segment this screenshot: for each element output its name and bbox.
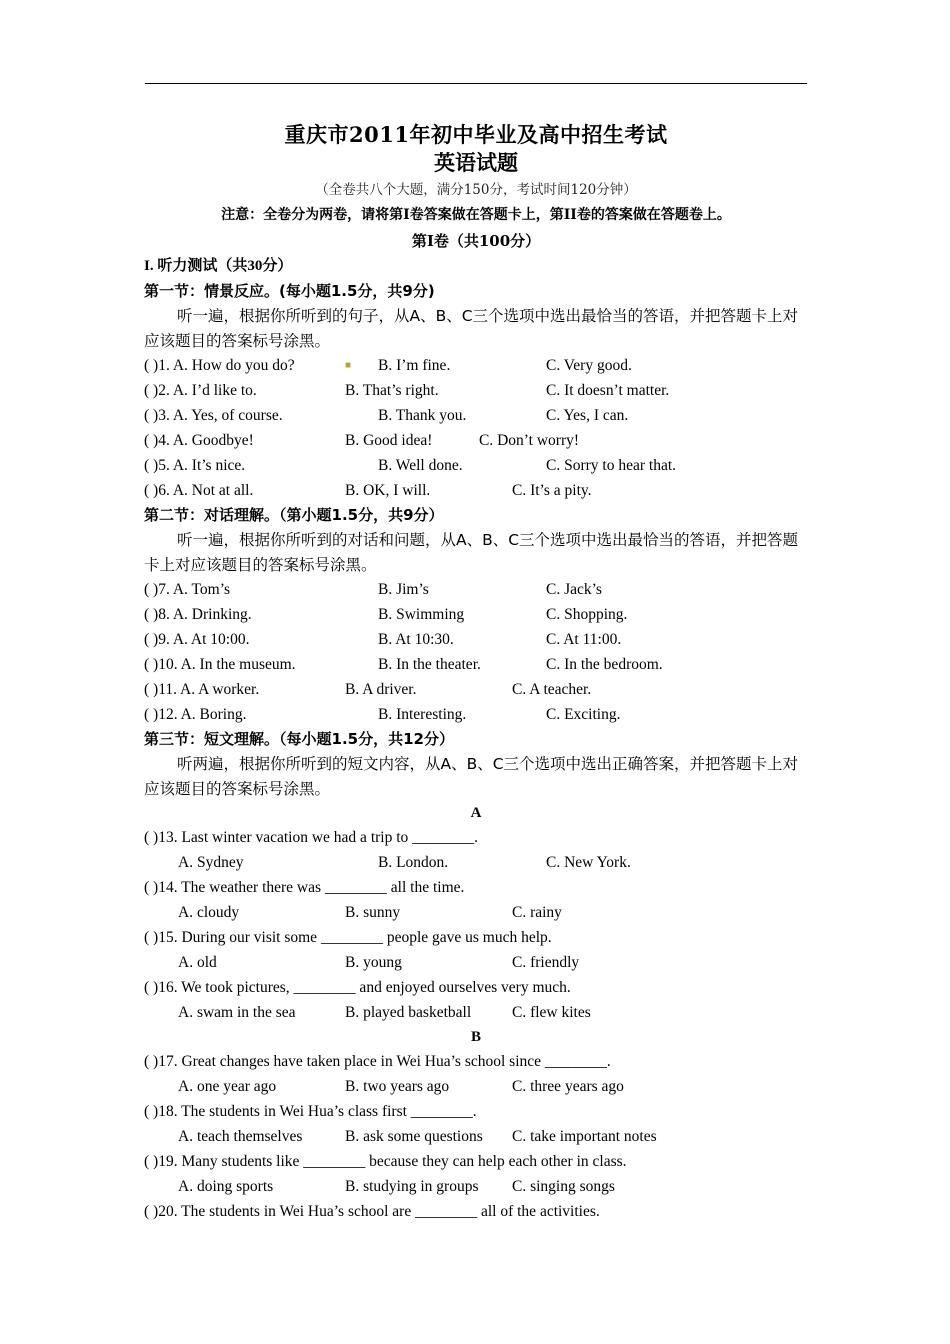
passage-b-label: B <box>470 1029 481 1045</box>
exam-subject: 英语试题 <box>434 150 518 175</box>
question-10 <box>144 652 808 677</box>
question-stem: ( )10. A. In the museum. <box>144 656 296 673</box>
top-rule <box>145 83 807 84</box>
exam-notice: 注意：全卷分为两卷，请将第I卷答案做在答题卡上，第II卷的答案做在答题卷上。 <box>221 207 731 223</box>
question-stem: ( )5. A. It’s nice. <box>144 457 246 474</box>
option-b: B. In the theater. <box>378 656 481 673</box>
option-b: B. At 10:30. <box>378 631 454 648</box>
question-13-options: A. Sydney B. London. C. New York. <box>178 854 631 871</box>
question-13: ( )13. Last winter vacation we had a trip to ________. <box>144 829 479 846</box>
option-b: B. Thank you. <box>378 407 467 424</box>
option-c: C. Shopping. <box>546 606 628 623</box>
option-b: B. Interesting. <box>378 706 467 723</box>
option-c: C. A teacher. <box>512 681 592 698</box>
question-stem: ( )9. A. At 10:00. <box>144 631 250 648</box>
question-stem: ( )12. A. Boring. <box>144 706 247 723</box>
sec1-question-list <box>144 353 808 503</box>
exam-info: （全卷共八个大题，满分150分，考试时间120分钟） <box>315 182 637 198</box>
question-stem: ( )4. A. Goodbye! <box>144 432 254 449</box>
question-3 <box>144 403 808 428</box>
section-listening-heading: I. 听力测试（共30分） <box>144 258 293 274</box>
question-stem: ( )6. A. Not at all. <box>144 482 254 499</box>
question-14: ( )14. The weather there was ________ all the time. <box>144 879 465 896</box>
question-8 <box>144 602 808 627</box>
question-20: ( )20. The students in Wei Hua’s school are ________ all of the activities. <box>144 1203 600 1220</box>
sec1-heading: 第一节：情景反应。(每小题1.5分，共9分) <box>144 282 435 300</box>
option-b: B. Swimming <box>378 606 465 623</box>
question-stem: ( )11. A. A worker. <box>144 681 260 698</box>
question-7 <box>144 577 808 602</box>
question-17-options: A. one year ago B. two years ago C. three years ago <box>178 1078 624 1095</box>
question-4 <box>144 428 808 453</box>
sec2-heading: 第二节：对话理解。（第小题1.5分，共9分） <box>144 506 444 524</box>
option-b: B. Jim’s <box>378 581 429 598</box>
question-1 <box>144 353 808 378</box>
question-2 <box>144 378 808 403</box>
question-14-options: A. cloudy B. sunny C. rainy <box>178 904 562 921</box>
question-18-options: A. teach themselves B. ask some questions C. take important notes <box>178 1128 657 1145</box>
option-b: B. That’s right. <box>345 382 439 399</box>
question-16-options: A. swam in the sea B. played basketball C. flew kites <box>178 1004 591 1021</box>
question-18: ( )18. The students in Wei Hua’s class first ________. <box>144 1103 477 1120</box>
option-c: C. Yes, I can. <box>546 407 629 424</box>
question-19: ( )19. Many students like ________ because they can help each other in class. <box>144 1153 627 1170</box>
question-stem: ( )7. A. Tom’s <box>144 581 231 598</box>
option-b: B. A driver. <box>345 681 417 698</box>
option-c: C. In the bedroom. <box>546 656 663 673</box>
stray-mark-icon: ■ <box>345 360 352 371</box>
option-c: C. At 11:00. <box>546 631 622 648</box>
question-6 <box>144 478 808 503</box>
question-stem: ( )8. A. Drinking. <box>144 606 252 623</box>
exam-page <box>144 120 808 1224</box>
sec3-heading: 第三节：短文理解。（每小题1.5分，共12分） <box>144 730 454 748</box>
question-15-options: A. old B. young C. friendly <box>178 954 580 971</box>
exam-title: 重庆市2011年初中毕业及高中招生考试 <box>284 122 668 147</box>
question-stem: ( )2. A. I’d like to. <box>144 382 257 399</box>
question-11 <box>144 677 808 702</box>
passage-a-label: A <box>470 805 482 821</box>
question-5 <box>144 453 808 478</box>
option-b: B. I’m fine. <box>378 357 451 374</box>
part-1-title: 第I卷（共100分） <box>411 232 541 250</box>
option-c: C. Jack’s <box>546 581 602 598</box>
question-stem: ( )1. A. How do you do? <box>144 357 295 374</box>
option-c: C. It doesn’t matter. <box>546 382 670 399</box>
sec3-instruction: 听两遍，根据你所听到的短文内容，从A、B、C三个选项中选出正确答案，并把答题卡上对应该题目的答案标号涂黑。 <box>144 755 799 798</box>
option-c: C. Very good. <box>546 357 632 374</box>
question-12 <box>144 702 808 727</box>
sec2-question-list <box>144 577 808 727</box>
option-b: B. Well done. <box>378 457 463 474</box>
option-c: C. Exciting. <box>546 706 621 723</box>
question-17: ( )17. Great changes have taken place in Wei Hua’s school since ________. <box>144 1053 611 1070</box>
option-b: B. OK, I will. <box>345 482 431 499</box>
sec2-instruction: 听一遍，根据你所听到的对话和问题，从A、B、C三个选项中选出最恰当的答语，并把答题卡上对应该题目的答案标号涂黑。 <box>144 531 799 574</box>
question-9 <box>144 627 808 652</box>
option-c: C. It’s a pity. <box>512 482 592 499</box>
question-16: ( )16. We took pictures, ________ and enjoyed ourselves very much. <box>144 979 571 996</box>
question-15: ( )15. During our visit some ________ people gave us much help. <box>144 929 552 946</box>
option-c: C. Don’t worry! <box>479 432 580 449</box>
question-stem: ( )3. A. Yes, of course. <box>144 407 283 424</box>
question-19-options: A. doing sports B. studying in groups C. singing songs <box>178 1178 615 1195</box>
option-c: C. Sorry to hear that. <box>546 457 677 474</box>
option-b: B. Good idea! <box>345 432 433 449</box>
sec1-instruction: 听一遍，根据你所听到的句子，从A、B、C三个选项中选出最恰当的答语，并把答题卡上对应该题目的答案标号涂黑。 <box>144 307 799 350</box>
